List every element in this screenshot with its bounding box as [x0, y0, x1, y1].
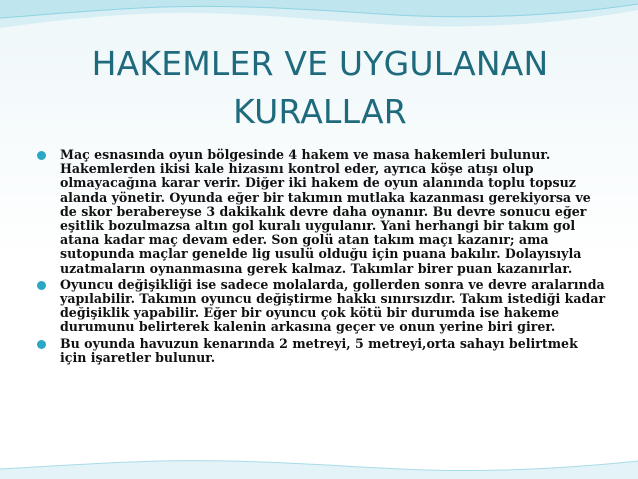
- top-wave-decoration: [0, 0, 638, 40]
- bullet-list: [36, 148, 606, 367]
- bullet-item: [36, 148, 606, 276]
- bullet-text: Maç esnasında oyun bölgesinde 4 hakem ve masa hakemleri bulunur. Hakemlerden ikisi kale hizasını kontrol eder, ayrıca köşe atışı olup olmayacağına karar verir. Diğer iki hakem de oyun alanında toplu topsuz alanda yönetir. Oyunda eğer bir takımın mutlaka kazanması gerekiyorsa ve de skor berabereyse 3 dakikalık devre daha oynanır. Bu devre sonucu eğer eşitlik bozulmazsa altın gol kuralı uygulanır. Yani herhangi bir takım gol atana kadar maç devam eder. Son golü atan takım maçı kazanır; ama sutopunda maçlar genelde lig usulü olduğu için puana bakılır. Dolayısıyla uzatmaların oynanmasına gerek kalmaz. Takımlar birer puan kazanırlar.: [60, 147, 591, 276]
- bullet-text: Oyuncu değişikliği ise sadece molalarda, gollerden sonra ve devre aralarında yapılabilir. Takımın oyuncu değiştirme hakkı sınırsızdır. Takım istediği kadar değişiklik yapabilir. Eğer bir oyuncu çok kötü bir durumda ise hakeme durumunu belirterek kalenin arkasına geçer ve onun yerine biri girer.: [60, 276, 606, 335]
- slide-title-line2: KURALLAR: [233, 92, 407, 131]
- bullet-item: [36, 278, 606, 335]
- bullet-text: Bu oyunda havuzun kenarında 2 metreyi, 5 metreyi,orta sahayı belirtmek için işaretler bulunur.: [60, 335, 578, 365]
- bullet-icon: [37, 281, 46, 290]
- slide-title: [40, 40, 600, 136]
- bullet-icon: [37, 151, 46, 160]
- bullet-item: [36, 337, 606, 365]
- bullet-icon: [37, 340, 46, 349]
- slide-title-line1: HAKEMLER VE UYGULANAN: [91, 44, 549, 83]
- bottom-wave-decoration: [0, 439, 638, 479]
